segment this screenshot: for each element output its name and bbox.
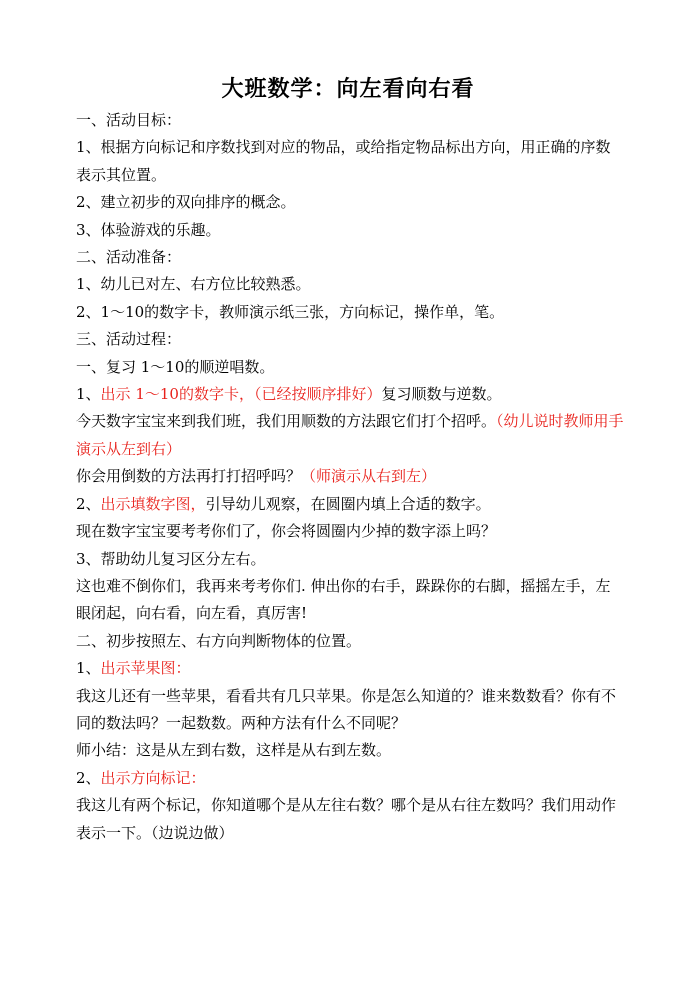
process-item-fill-numbers: [76, 491, 624, 518]
process-paragraph-reverse: [76, 463, 624, 490]
process-step-judge-position: 二、初步按照左、右方向判断物体的位置。: [76, 631, 362, 650]
process-paragraph-greeting: [76, 408, 624, 463]
process-paragraph-marks: 我这儿有两个标记，你知道哪个是从左往右数？哪个是从右往左数吗？我们用动作表示一下。（边说边做）: [76, 796, 617, 842]
goal-item-3: 3、体验游戏的乐趣。: [76, 220, 221, 239]
highlight-text: 出示 1～10的数字卡，（已经按顺序排好）: [100, 385, 382, 404]
document-title: 大班数学：向左看向右看: [221, 76, 475, 102]
highlight-text: （幼儿说时教师用手演示从左到右）: [76, 412, 624, 458]
body-text-segment: 今天数字宝宝来到我们班，我们用顺数的方法跟它们打个招呼。: [76, 412, 497, 431]
body-text-segment: 复习顺数与逆数。: [381, 385, 502, 404]
item-number: 2、: [76, 768, 101, 787]
process-paragraph-apples: 我这儿还有一些苹果，看看共有几只苹果。你是怎么知道的？谁来数数看？你有不同的数法吗？一起数数。两种方法有什么不同呢？: [76, 686, 617, 732]
preparation-item-1: 1、幼儿已对左、右方位比较熟悉。: [76, 275, 311, 294]
item-number: 1、: [76, 385, 101, 404]
section-heading-goals: 一、活动目标：: [76, 111, 182, 129]
process-paragraph-actions: 这也难不倒你们，我再来考考你们. 伸出你的右手，跺跺你的右脚，摇摇左手，左眼闭起，向右看，向左看，真厉害!: [76, 576, 611, 623]
document-body: [76, 107, 624, 847]
item-number: 2、: [76, 494, 101, 513]
goal-item-2: 2、建立初步的双向排序的概念。: [76, 193, 296, 212]
process-paragraph-summary: 师小结：这是从左到右数，这样是从右到左数。: [76, 741, 392, 760]
body-text-segment: 你会用倒数的方法再打打招呼吗？: [76, 467, 302, 486]
goal-item-1: 1、根据方向标记和序数找到对应的物品，或给指定物品标出方向，用正确的序数表示其位置。: [76, 138, 611, 184]
process-item-number-cards: [76, 381, 624, 408]
highlight-text: 出示填数字图，: [100, 494, 206, 513]
process-step-review: 一、复习 1～10的顺逆唱数。: [76, 357, 275, 376]
highlight-text: 出示方向标记：: [100, 768, 206, 787]
highlight-text: 出示苹果图：: [100, 659, 191, 678]
body-text-segment: 引导幼儿观察，在圆圈内填上合适的数字。: [205, 494, 491, 513]
preparation-item-2: 2、1～10的数字卡，教师演示纸三张，方向标记，操作单，笔。: [76, 302, 505, 321]
highlight-text: （师演示从右到左）: [301, 467, 437, 486]
process-paragraph-quiz: 现在数字宝宝要考考你们了，你会将圆圈内少掉的数字添上吗？: [76, 522, 497, 541]
process-item-direction-marks: [76, 765, 624, 792]
section-heading-preparation: 二、活动准备：: [76, 248, 182, 267]
process-item-left-right: 3、帮助幼儿复习区分左右。: [76, 549, 266, 568]
process-item-apples: [76, 655, 624, 682]
section-heading-process: 三、活动过程：: [76, 330, 182, 349]
item-number: 1、: [76, 659, 101, 678]
